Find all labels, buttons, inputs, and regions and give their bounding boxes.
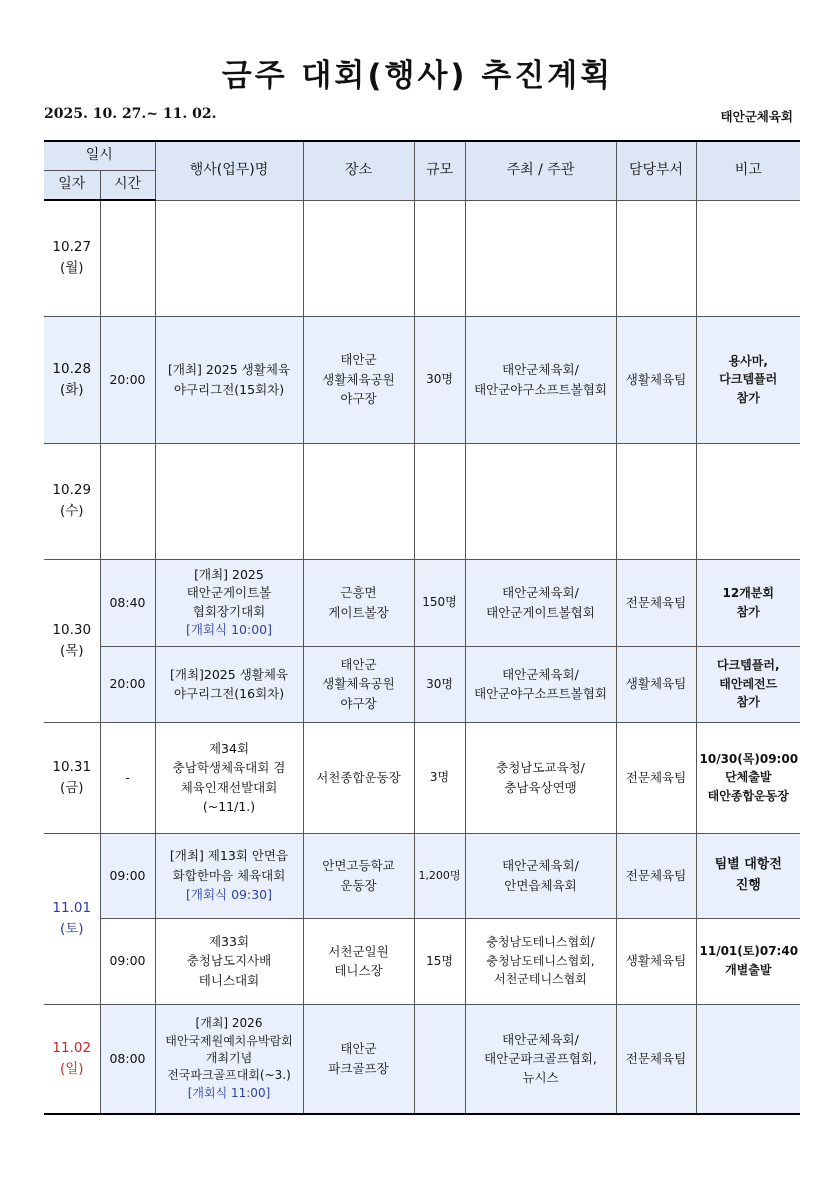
note-cell xyxy=(696,1004,800,1114)
date-cell: 11.02 (일) xyxy=(44,1004,100,1114)
date-cell: 10.31 (금) xyxy=(44,722,100,833)
time-cell: 08:40 xyxy=(100,559,155,646)
host-cell: 태안군체육회/ 태안군파크골프협회, 뉴시스 xyxy=(465,1004,616,1114)
event-cell: [개최] 2026 태안국제원예치유박람회 개최기념 전국파크골프대회(~3.) [개회식 11:00] xyxy=(155,1004,303,1114)
organization-name: 태안군체육회 xyxy=(720,109,793,124)
header-date: 일자 xyxy=(44,170,100,200)
scale-cell: 150명 xyxy=(414,559,465,646)
place-cell: 태안군 생활체육공원 야구장 xyxy=(303,316,414,443)
event-cell: [개최] 제13회 안면읍 화합한마음 체육대회 [개회식 09:30] xyxy=(155,833,303,918)
dept-cell: 생활체육팀 xyxy=(616,646,696,722)
date-range: 2025. 10. 27.~ 11. 02. xyxy=(44,106,217,122)
scale-cell: 30명 xyxy=(414,316,465,443)
event-cell: [개최] 2025 태안군게이트볼 협회장기대회 [개회식 10:00] xyxy=(155,559,303,646)
dept-cell: 생활체육팀 xyxy=(616,918,696,1004)
event-cell: [개최]2025 생활체육 야구리그전(16회차) xyxy=(155,646,303,722)
dept-cell: 전문체육팀 xyxy=(616,722,696,833)
header-host: 주최 / 주관 xyxy=(465,141,616,200)
note-cell: 10/30(목)09:00 단체출발 태안종합운동장 xyxy=(696,722,800,833)
dept-cell: 전문체육팀 xyxy=(616,833,696,918)
time-cell: 20:00 xyxy=(100,316,155,443)
place-cell: 안면고등학교 운동장 xyxy=(303,833,414,918)
place-cell: 태안군 파크골프장 xyxy=(303,1004,414,1114)
schedule-table xyxy=(44,140,800,1115)
table-row xyxy=(44,316,800,443)
scale-cell: 3명 xyxy=(414,722,465,833)
note-cell: 팀별 대항전 진행 xyxy=(696,833,800,918)
table-row xyxy=(44,833,800,918)
dept-cell: 전문체육팀 xyxy=(616,1004,696,1114)
table-row xyxy=(44,559,800,646)
page-title: 금주 대회(행사) 추진계획 xyxy=(221,58,614,94)
scale-cell xyxy=(414,1004,465,1114)
table-row xyxy=(44,918,800,1004)
dept-cell: 전문체육팀 xyxy=(616,559,696,646)
date-cell: 10.28 (화) xyxy=(44,316,100,443)
header-scale: 규모 xyxy=(414,141,465,200)
place-cell: 서천군일원 테니스장 xyxy=(303,918,414,1004)
header-note: 비고 xyxy=(696,141,800,200)
time-cell: 08:00 xyxy=(100,1004,155,1114)
date-cell: 10.30 (목) xyxy=(44,559,100,722)
time-cell: - xyxy=(100,722,155,833)
table-row xyxy=(44,646,800,722)
host-cell: 충청남도테니스협회/ 충청남도테니스협회, 서천군테니스협회 xyxy=(465,918,616,1004)
header-event: 행사(업무)명 xyxy=(155,141,303,200)
scale-cell: 15명 xyxy=(414,918,465,1004)
date-cell: 10.27 (월) xyxy=(44,200,100,316)
table-row xyxy=(44,722,800,833)
place-cell: 근흥면 게이트볼장 xyxy=(303,559,414,646)
time-cell: 09:00 xyxy=(100,918,155,1004)
dept-cell: 생활체육팀 xyxy=(616,316,696,443)
place-cell: 태안군 생활체육공원 야구장 xyxy=(303,646,414,722)
note-cell: 12개분회 참가 xyxy=(696,559,800,646)
header-place: 장소 xyxy=(303,141,414,200)
event-cell: 제33회 충청남도지사배 테니스대회 xyxy=(155,918,303,1004)
host-cell: 태안군체육회/ 태안군야구소프트볼협회 xyxy=(465,316,616,443)
place-cell: 서천종합운동장 xyxy=(303,722,414,833)
time-cell: 09:00 xyxy=(100,833,155,918)
host-cell: 태안군체육회/ 태안군야구소프트볼협회 xyxy=(465,646,616,722)
header-datetime: 일시 xyxy=(44,141,155,170)
event-cell: 제34회 충남학생체육대회 겸 체육인재선발대회 (~11/1.) xyxy=(155,722,303,833)
time-cell: 20:00 xyxy=(100,646,155,722)
host-cell: 충청남도교육청/ 충남육상연맹 xyxy=(465,722,616,833)
scale-cell: 1,200명 xyxy=(414,833,465,918)
host-cell: 태안군체육회/ 태안군게이트볼협회 xyxy=(465,559,616,646)
header-dept: 담당부서 xyxy=(616,141,696,200)
host-cell: 태안군체육회/ 안면읍체육회 xyxy=(465,833,616,918)
table-row xyxy=(44,1004,800,1114)
note-cell: 11/01(토)07:40 개별출발 xyxy=(696,918,800,1004)
table-row xyxy=(44,200,800,316)
scale-cell: 30명 xyxy=(414,646,465,722)
date-cell: 10.29 (수) xyxy=(44,443,100,559)
table-row xyxy=(44,443,800,559)
event-cell: [개최] 2025 생활체육 야구리그전(15회차) xyxy=(155,316,303,443)
note-cell: 다크템플러, 태안레전드 참가 xyxy=(696,646,800,722)
date-cell: 11.01 (토) xyxy=(44,833,100,1004)
header-time: 시간 xyxy=(100,170,155,200)
note-cell: 용사마, 다크템플러 참가 xyxy=(696,316,800,443)
